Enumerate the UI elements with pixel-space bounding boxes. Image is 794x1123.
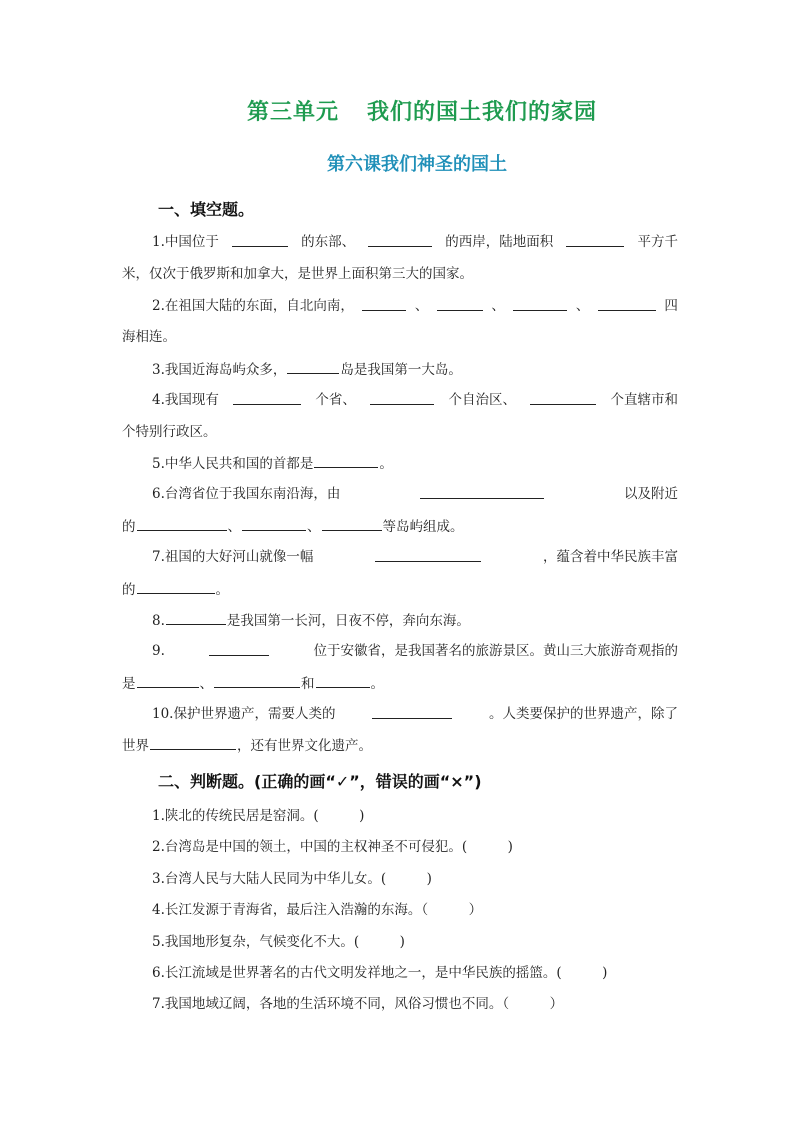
question-6-line-1: 6.台湾省位于我国东南沿海，由 以及附近 (152, 486, 678, 502)
question-10-line-2: 世界 ，还有世界文化遗产。 (122, 735, 678, 756)
question-2-line-2: 海相连。 (122, 329, 176, 345)
question-9-line-2: 是 、 和 。 (122, 673, 678, 694)
judge-item-1: 1.陕北的传统民居是窑洞。( ) (152, 808, 365, 824)
section-true-false-title: 二、判断题。(正确的画“✓”，错误的画“×”) (158, 772, 482, 791)
question-1-line-2: 米，仅次于俄罗斯和加拿大，是世界上面积第三大的国家。 (122, 266, 473, 282)
judge-item-2: 2.台湾岛是中国的领土，中国的主权神圣不可侵犯。( ) (152, 839, 513, 855)
unit-title (0, 95, 794, 126)
question-2-line-1: 2.在祖国大陆的东面，自北向南， 、 、 、 四 (152, 298, 678, 314)
answer-blank[interactable] (166, 610, 226, 625)
answer-blank[interactable] (233, 390, 301, 405)
question-3: 3.我国近海岛屿众多， 岛是我国第一大岛。 (152, 359, 678, 380)
answer-blank[interactable] (314, 453, 378, 468)
answer-blank[interactable] (214, 673, 300, 688)
answer-blank[interactable] (513, 296, 567, 311)
answer-blank[interactable] (150, 735, 236, 750)
unit-label: 第三单元 (246, 100, 339, 125)
question-8: 8. 是我国第一长河，日夜不停，奔向东海。 (152, 610, 678, 631)
judge-item-4: 4.长江发源于青海省，最后注入浩瀚的东海。（ ） (152, 902, 483, 918)
answer-blank[interactable] (368, 232, 432, 247)
lesson-title: 第六课我们神圣的国土 (327, 154, 507, 175)
answer-blank[interactable] (242, 516, 306, 531)
answer-blank[interactable] (420, 484, 544, 499)
answer-blank[interactable] (530, 390, 596, 405)
question-10-line-1: 10.保护世界遗产，需要人类的 。人类要保护的世界遗产，除了 (152, 706, 678, 722)
judge-item-3: 3.台湾人民与大陆人民同为中华儿女。( ) (152, 871, 432, 887)
question-5: 5.中华人民共和国的首都是 。 (152, 453, 678, 474)
answer-blank[interactable] (375, 547, 481, 562)
answer-blank[interactable] (437, 296, 483, 311)
section-fill-blank-title: 一、填空题。 (158, 200, 255, 219)
question-6-line-2: 的 、 、 等岛屿组成。 (122, 516, 678, 537)
question-9-line-1: 9. 位于安徽省，是我国著名的旅游景区。黄山三大旅游奇观指的 (152, 643, 678, 659)
answer-blank[interactable] (566, 232, 624, 247)
answer-blank[interactable] (598, 296, 656, 311)
question-1-line-1: 1.中国位于 的东部、 的西岸，陆地面积 平方千 (152, 234, 678, 250)
answer-blank[interactable] (372, 704, 452, 719)
answer-blank[interactable] (322, 516, 382, 531)
answer-blank[interactable] (137, 516, 227, 531)
question-7-line-1: 7.祖国的大好河山就像一幅 ，蕴含着中华民族丰富 (152, 549, 678, 565)
judge-item-5: 5.我国地形复杂，气候变化不大。( ) (152, 934, 405, 950)
question-4-line-2: 个特别行政区。 (122, 424, 217, 440)
judge-item-7: 7.我国地域辽阔，各地的生活环境不同，风俗习惯也不同。（ ） (152, 996, 564, 1012)
judge-item-6: 6.长江流域是世界著名的古代文明发祥地之一，是中华民族的摇篮。( ) (152, 965, 608, 981)
answer-blank[interactable] (209, 641, 269, 656)
unit-name: 我们的国土我们的家园 (367, 100, 598, 125)
answer-blank[interactable] (287, 359, 339, 374)
answer-blank[interactable] (370, 390, 434, 405)
question-4-line-1: 4.我国现有 个省、 个自治区、 个直辖市和 (152, 392, 678, 408)
answer-blank[interactable] (137, 673, 199, 688)
answer-blank[interactable] (362, 296, 406, 311)
answer-blank[interactable] (316, 673, 370, 688)
question-7-line-2: 的 。 (122, 579, 678, 600)
answer-blank[interactable] (232, 232, 288, 247)
answer-blank[interactable] (137, 579, 215, 594)
